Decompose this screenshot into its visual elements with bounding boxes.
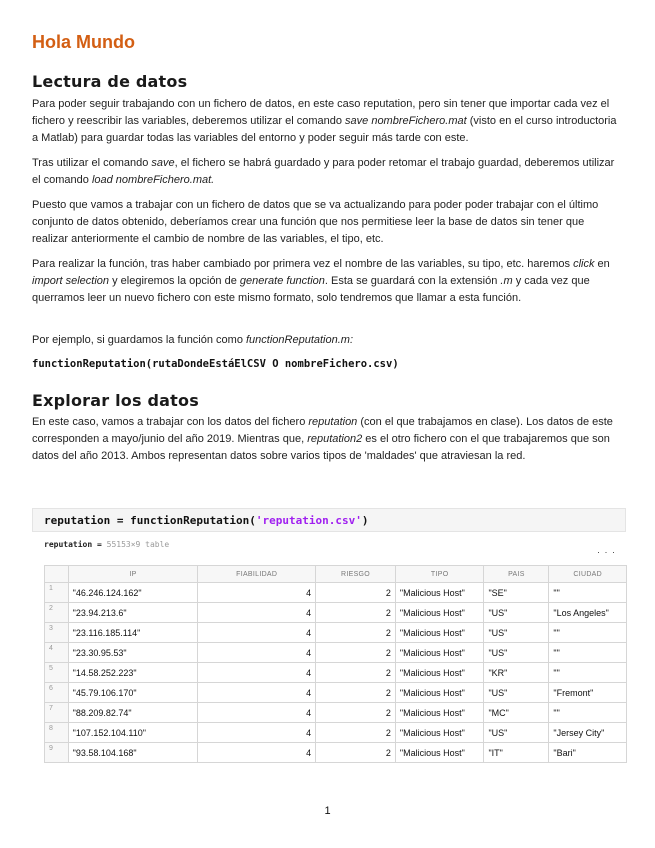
column-header: TIPO	[395, 566, 484, 583]
table-cell: ""	[549, 703, 627, 723]
table-cell: "Malicious Host"	[395, 703, 484, 723]
table-cell: "23.94.213.6"	[68, 603, 198, 623]
column-header: CIUDAD	[549, 566, 627, 583]
table-row	[45, 743, 627, 763]
row-index: 8	[45, 723, 69, 743]
table-cell: ""	[549, 583, 627, 603]
paragraph: Para poder seguir trabajando con un fichero de datos, en este caso reputation, pero sin tener que importar cada vez el fichero y reescribir las variables, deberemos utilizar el comando save nombreFichero.mat (visto en el curso introductoria a Matlab) para guardar todas las variables del entorno y poder seguir más tarde con este.	[32, 98, 617, 144]
table-cell: 2	[316, 743, 396, 763]
table-row	[45, 623, 627, 643]
table-cell: ""	[549, 643, 627, 663]
code-line: functionReputation(rutaDondeEstáElCSV O nombreFichero.csv)	[32, 358, 399, 370]
code-cell[interactable]	[32, 508, 626, 532]
row-index: 2	[45, 603, 69, 623]
table-cell: ""	[549, 663, 627, 683]
table-cell: "107.152.104.110"	[68, 723, 198, 743]
table-row	[45, 583, 627, 603]
column-header: FIABILIDAD	[198, 566, 316, 583]
column-header: IP	[68, 566, 198, 583]
paragraph: Puesto que vamos a trabajar con un fichero de datos que se va actualizando para poder poder trabajar con el último conjunto de datos obtenido, deberíamos crear una función que nos permitiese leer la base de datos sin tener que realizar anteriormente el cambio de nombre de las variables, el tipo, etc.	[32, 199, 599, 245]
table-header-row	[45, 566, 627, 583]
row-index: 6	[45, 683, 69, 703]
table-cell: "US"	[484, 723, 549, 743]
page-number: 1	[324, 805, 331, 817]
paragraph: Tras utilizar el comando save, el fichero se habrá guardado y para poder retomar el trabajo guardad, deberemos utilizar el comando load nombreFichero.mat.	[32, 157, 615, 186]
table-cell: "Fremont"	[549, 683, 627, 703]
table-cell: 2	[316, 663, 396, 683]
table-cell: "14.58.252.223"	[68, 663, 198, 683]
section-heading-explorar: Explorar los datos	[32, 391, 199, 410]
table-cell: 4	[198, 643, 316, 663]
column-header: RIESGO	[316, 566, 396, 583]
section-heading-lectura: Lectura de datos	[32, 72, 188, 91]
table-cell: "Malicious Host"	[395, 683, 484, 703]
column-header	[45, 566, 69, 583]
table-cell: "93.58.104.168"	[68, 743, 198, 763]
table-cell: ""	[549, 623, 627, 643]
table-cell: 4	[198, 583, 316, 603]
table-cell: "Malicious Host"	[395, 603, 484, 623]
table-cell: "Malicious Host"	[395, 723, 484, 743]
table-cell: "US"	[484, 683, 549, 703]
table-cell: "Malicious Host"	[395, 583, 484, 603]
table-cell: 2	[316, 703, 396, 723]
table-row	[45, 703, 627, 723]
paragraph: Por ejemplo, si guardamos la función como functionReputation.m:	[32, 334, 354, 346]
data-table	[44, 565, 627, 763]
table-cell: "Malicious Host"	[395, 663, 484, 683]
table-cell: 4	[198, 703, 316, 723]
table-cell: "US"	[484, 623, 549, 643]
row-index: 9	[45, 743, 69, 763]
row-index: 5	[45, 663, 69, 683]
table-cell: "23.116.185.114"	[68, 623, 198, 643]
table-cell: "88.209.82.74"	[68, 703, 198, 723]
table-cell: 2	[316, 643, 396, 663]
table-cell: 2	[316, 583, 396, 603]
table-cell: 4	[198, 603, 316, 623]
table-cell: 2	[316, 683, 396, 703]
table-cell: 4	[198, 723, 316, 743]
table-row	[45, 723, 627, 743]
table-cell: 2	[316, 623, 396, 643]
table-cell: 2	[316, 603, 396, 623]
row-index: 7	[45, 703, 69, 723]
paragraph: En este caso, vamos a trabajar con los datos del fichero reputation (con el que trabajamos en clase). Los datos de este corresponden a mayo/junio del año 2019. Mientras que, reputation2 es el otro fichero con el que trabajaremos que son datos del año 2013. Ambos representan datos sobre varios tipos de 'maldades' que atraviesan la red.	[32, 416, 613, 462]
table-cell: "KR"	[484, 663, 549, 683]
table-cell: 4	[198, 743, 316, 763]
table-cell: "MC"	[484, 703, 549, 723]
table-cell: "Jersey City"	[549, 723, 627, 743]
table-row	[45, 663, 627, 683]
table-cell: "Malicious Host"	[395, 623, 484, 643]
table-cell: "Bari"	[549, 743, 627, 763]
row-index: 3	[45, 623, 69, 643]
table-cell: 4	[198, 663, 316, 683]
table-row	[45, 643, 627, 663]
table-cell: "Los Angeles"	[549, 603, 627, 623]
table-cell: "US"	[484, 603, 549, 623]
paragraph: Para realizar la función, tras haber cambiado por primera vez el nombre de las variables, su tipo, etc. haremos click en import selection y elegiremos la opción de generate function. Esta se guardará con la extensión .m y cada vez que querramos leer un nuevo fichero con este mismo formato, solo tendremos que llamar a esta función.	[32, 258, 610, 304]
row-index: 4	[45, 643, 69, 663]
table-cell: "SE"	[484, 583, 549, 603]
table-cell: "23.30.95.53"	[68, 643, 198, 663]
row-index: 1	[45, 583, 69, 603]
code-cell-text: reputation = functionReputation('reputation.csv')	[44, 514, 369, 527]
table-cell: "Malicious Host"	[395, 643, 484, 663]
table-cell: 4	[198, 683, 316, 703]
table-cell: "46.246.124.162"	[68, 583, 198, 603]
table-row	[45, 603, 627, 623]
more-options-icon[interactable]: · · ·	[597, 547, 616, 557]
table-cell: 4	[198, 623, 316, 643]
table-cell: "IT"	[484, 743, 549, 763]
table-cell: "US"	[484, 643, 549, 663]
column-header: PAIS	[484, 566, 549, 583]
table-cell: 2	[316, 723, 396, 743]
page-title: Hola Mundo	[32, 32, 135, 52]
output-variable-line: reputation = 55153×9 table	[44, 540, 170, 549]
table-cell: "Malicious Host"	[395, 743, 484, 763]
table-cell: "45.79.106.170"	[68, 683, 198, 703]
table-row	[45, 683, 627, 703]
